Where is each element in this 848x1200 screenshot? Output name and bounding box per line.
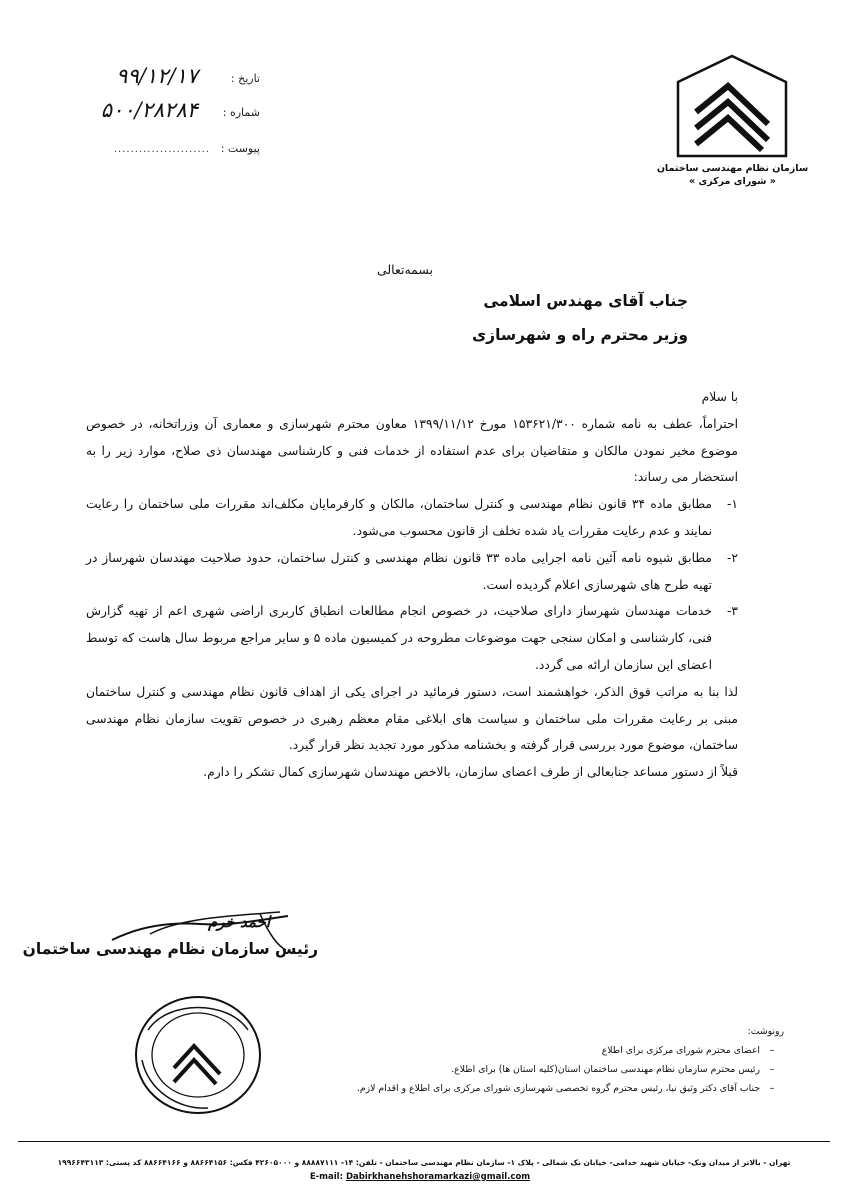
org-name-line2: « شورای مرکزی » xyxy=(689,176,776,187)
item-text: خدمات مهندسان شهرساز دارای صلاحیت، در خصوص انجام مطالعات انطباق کاربری اراضی شهری اعم از تهیه گزارش فنی، کارشناسی و امکان سنجی جهت موضوعات مطروحه در کمیسیون ماده ۵ و سایر مراجع مربوط سال هاست که توسط اعضای این سازمان ارائه می گردد. xyxy=(86,604,712,672)
date-value: ۹۹/۱۲/۱۷ xyxy=(116,64,198,88)
cc-item-text: اعضای محترم شورای مرکزی برای اطلاع xyxy=(601,1045,760,1056)
cc-label: رونوشت: xyxy=(747,1026,784,1037)
footer-email xyxy=(200,1172,640,1182)
cc-dash: – xyxy=(769,1083,775,1094)
attachment-row xyxy=(30,134,260,164)
number-row xyxy=(30,98,260,128)
cc-dash: – xyxy=(769,1064,775,1075)
recipient-name: جناب آقای مهندس اسلامی xyxy=(483,292,688,310)
list-item xyxy=(86,545,738,599)
footer-divider xyxy=(18,1141,830,1142)
cc-item xyxy=(124,1045,784,1056)
recipient-title: وزیر محترم راه و شهرسازی xyxy=(471,326,688,344)
email-link[interactable]: Dabirkhanehshoramarkazi@gmail.com xyxy=(345,1172,531,1182)
item-number: ۲- xyxy=(726,550,738,565)
list-item xyxy=(86,491,738,545)
item-text: مطابق شیوه نامه آئین نامه اجرایی ماده ۳۳ قانون نظام مهندسی و کنترل ساختمان، حدود صلاحیت مهندسان شهرساز در تهیه طرح های شهرسازی اعلام گردیده است. xyxy=(86,550,713,592)
intro-paragraph: احتراماً، عطف به نامه شماره ۱۵۳۶۲۱/۳۰۰ مورخ ۱۳۹۹/۱۱/۱۲ معاون محترم شهرسازی و معماری آن وزراتخانه، در خصوص موضوع مخیر نمودن مالکان و متقاضیان برای عدم استفاده از خدمات فنی و کارشناسی مهندسان ذی صلاح، موارد زیر را به استحضار می رساند: xyxy=(86,416,738,485)
list-item xyxy=(86,598,738,678)
cc-dash: – xyxy=(769,1045,775,1056)
conclusion-paragraph: لذا بنا به مراتب فوق الذکر، خواهشمند است، دستور فرمائید در اجرای یکی از اهداف قانون نظام مهندسی و کنترل ساختمان مبنی بر رعایت مقررات ملی ساختمان و سیاست های ابلاغی مقام معظم رهبری در خصوص تقویت سازمان نظام مهندسی ساختمان، موضوع مورد بررسی قرار گرفته و بخشنامه مذکور مورد تجدید نظر قرار گیرد. xyxy=(86,684,738,753)
item-number: ۳- xyxy=(726,604,738,619)
item-text: مطابق ماده ۳۴ قانون نظام مهندسی و کنترل ساختمان، مالکان و کارفرمایان مکلف‌اند مقررات ملی ساختمان را رعایت نمایند و عدم رعایت مقررات یاد شده تخلف از قانون محسوب می‌شود. xyxy=(86,497,713,538)
cc-item-text: جناب آقای دکتر وثیق نیا، رئیس محترم گروه تخصصی شهرسازی شورای مرکزی برای اطلاع و اقدام لازم. xyxy=(356,1083,760,1094)
cc-list xyxy=(124,1026,784,1102)
signatory-name: احمد خرم xyxy=(207,913,270,931)
item-number: ۱- xyxy=(726,497,738,512)
number-value: ۵۰۰/۲۸۲۸۴ xyxy=(100,98,198,122)
cc-item xyxy=(124,1083,784,1094)
attachment-value: ....................... xyxy=(113,144,210,155)
letter-body xyxy=(86,384,738,786)
org-logo-icon xyxy=(672,52,792,160)
signatory-title: رئیس سازمان نظام مهندسی ساختمان xyxy=(22,940,318,958)
date-row xyxy=(30,64,260,94)
cc-item xyxy=(124,1064,784,1075)
greeting: با سلام xyxy=(701,390,738,404)
attachment-label: پیوست : xyxy=(220,142,260,155)
footer-address: تهران - بالاتر از میدان ونک- خیابان شهید خدامی- خیابان نک شمالی - پلاک ۱- سازمان نظام مهندسی ساختمان - تلفن: ۱۴- ۸۸۸۸۷۱۱۱ و ۴۲۶۰۵۰۰۰ فکس: ۸۸۶۶۴۱۵۶ و ۸۸۶۶۴۱۶۶ کد پستی: ۱۹۹۶۶۴۳۱۱۳ xyxy=(57,1158,791,1167)
closing-paragraph: قبلاً از دستور مساعد جنابعالی از طرف اعضای سازمان، بالاخص مهندسان شهرسازی کمال تشکر را دارم. xyxy=(203,765,738,780)
cc-item-text: رئیس محترم سازمان نظام مهندسی ساختمان استان(کلیه استان ها) برای اطلاع. xyxy=(451,1064,760,1075)
org-name xyxy=(640,162,825,188)
email-label: E-mail: xyxy=(309,1172,343,1182)
basmala: بسمه‌تعالی xyxy=(376,262,434,277)
org-name-line1: سازمان نظام مهندسی ساختمان xyxy=(656,163,809,174)
date-label: تاریخ : xyxy=(230,72,260,85)
number-label: شماره : xyxy=(222,106,260,119)
